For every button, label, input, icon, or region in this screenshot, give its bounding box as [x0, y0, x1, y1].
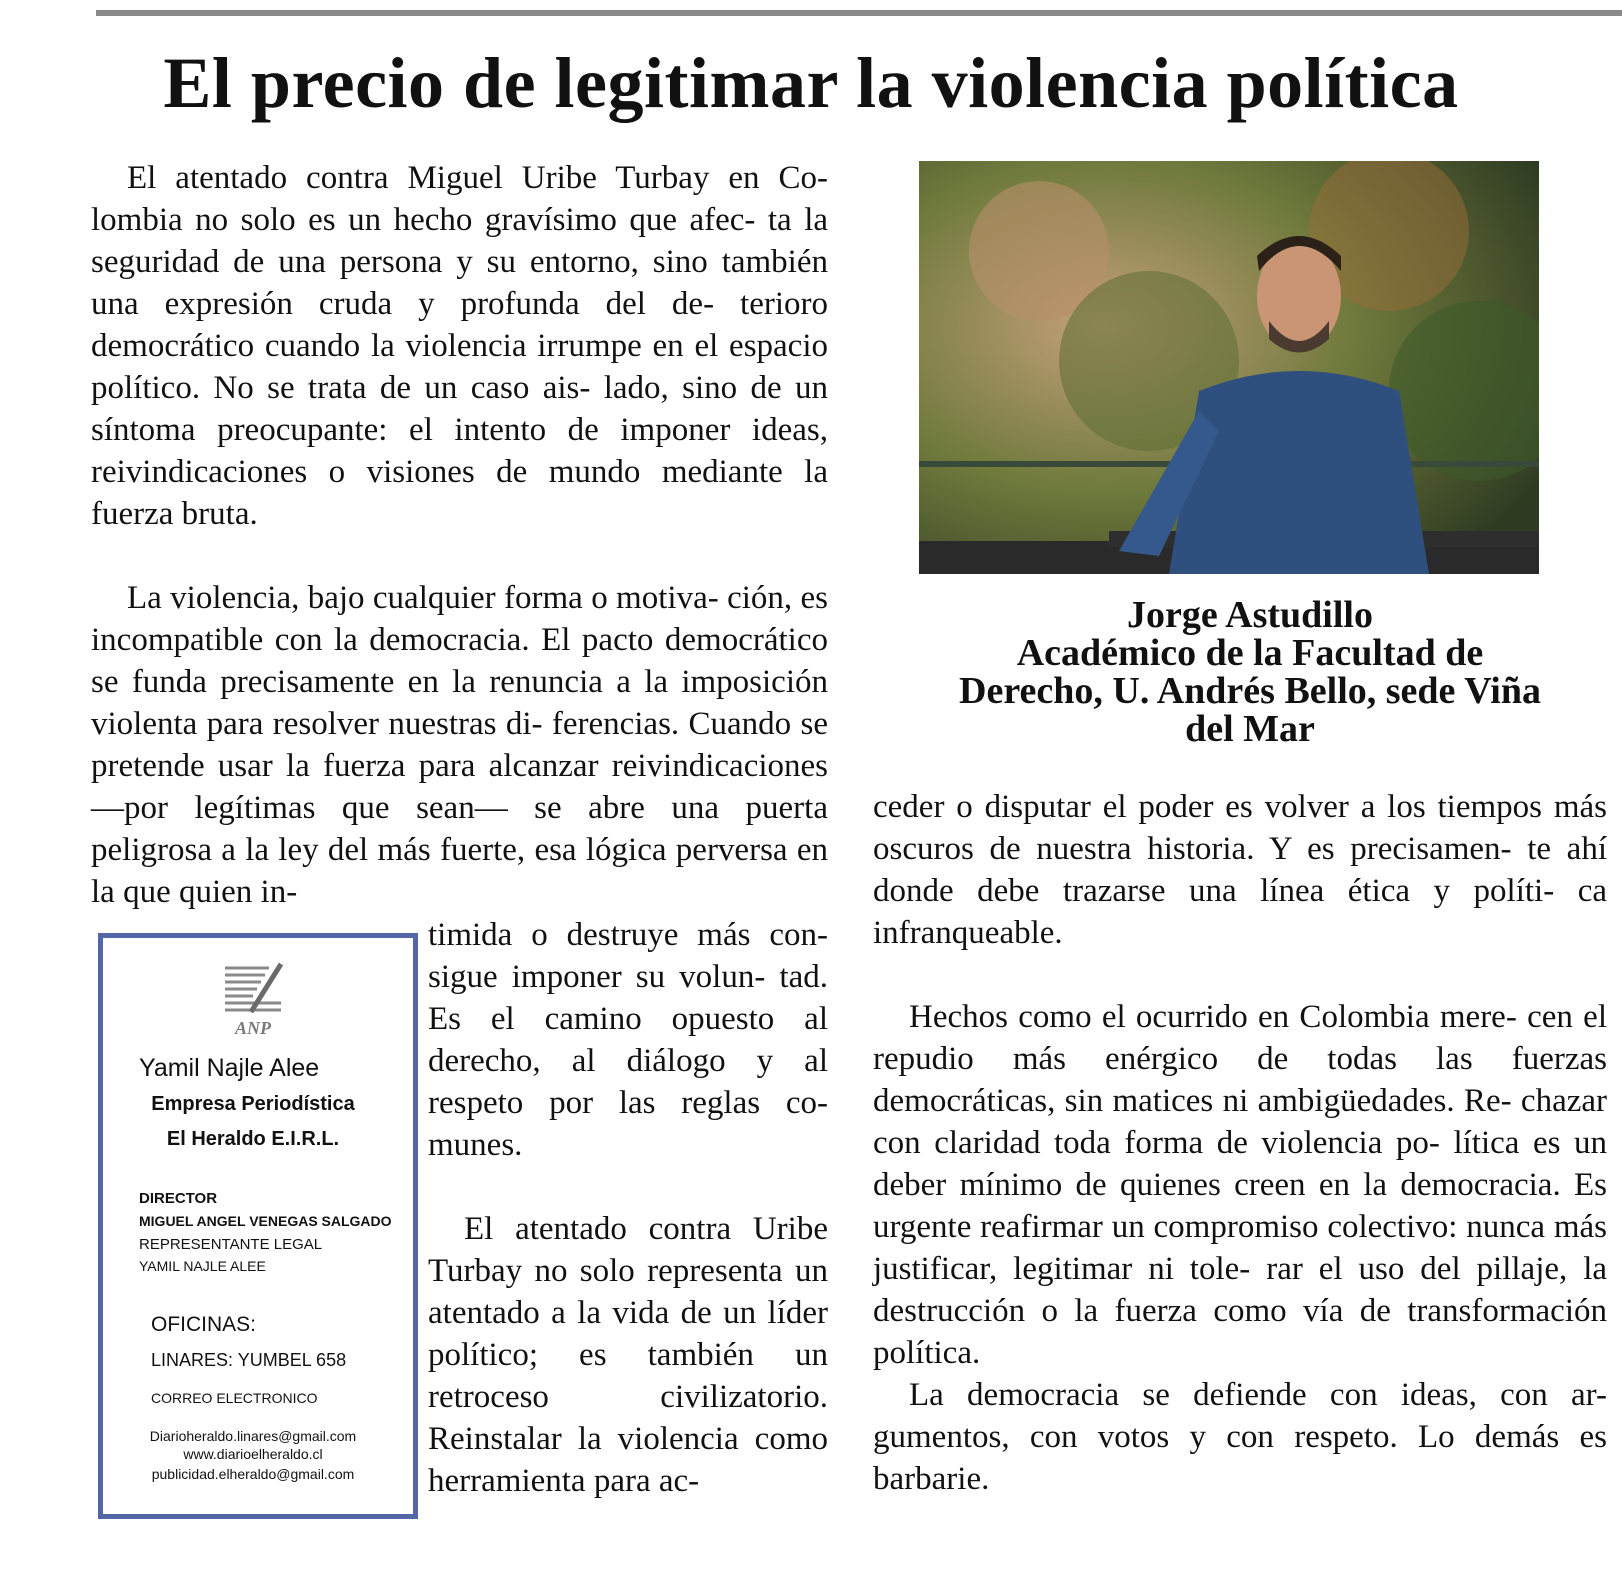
text-line: colectivo: nunca más justificar, legitimar ni tole- — [873, 1209, 1607, 1287]
text-line: como herramienta para ac- — [428, 1421, 828, 1499]
paragraph-3-continued — [873, 786, 1607, 954]
text-line: rar el uso del pillaje, la destrucción o la fuerza — [873, 1251, 1608, 1329]
article-column-left — [91, 157, 828, 913]
paragraph-1 — [91, 157, 828, 535]
article-column-middle — [428, 914, 828, 1502]
masthead-company: Empresa Periodística — [151, 1093, 355, 1115]
text-line: La violencia, bajo cualquier forma o motiva- — [127, 580, 719, 616]
author-title-line: del Mar — [1185, 708, 1315, 750]
offices-address: LINARES: YUMBEL 658 — [151, 1350, 347, 1370]
author-caption — [900, 596, 1600, 748]
text-line: sean— se abre una puerta peligrosa a la ley del — [91, 790, 828, 868]
text-line: un atentado a la vida de un — [428, 1253, 828, 1331]
text-line: La democracia se defiende con ideas, con ar- — [909, 1377, 1607, 1413]
text-line: sigue imponer su volun- — [428, 959, 766, 995]
author-photo — [919, 161, 1539, 574]
text-line: ta la seguridad de una persona y su entorno, sino — [91, 202, 829, 280]
text-line: como vía de transformación política. — [873, 1293, 1607, 1371]
text-line: Turbay no solo representa — [428, 1253, 783, 1289]
author-title-line: Derecho, U. Andrés Bello, sede Viña — [959, 670, 1541, 712]
text-line: gumentos, con votos y con respeto. Lo demás es — [873, 1419, 1607, 1455]
top-rule — [96, 10, 1622, 16]
text-line: chazar con claridad toda forma de violencia po- — [873, 1083, 1607, 1161]
text-line: a la imposición violenta para resolver nuestras di- — [91, 664, 828, 742]
text-line: timida o destruye más con- — [428, 917, 828, 953]
text-line: ción, es incompatible con la democracia. El pacto — [91, 580, 828, 658]
paragraph-5 — [873, 1374, 1607, 1500]
legal-rep-label: REPRESENTANTE LEGAL — [139, 1236, 323, 1253]
paragraph-2-continued — [428, 914, 828, 1166]
text-line: también una expresión cruda y profunda del de- — [91, 244, 829, 322]
text-line: terioro democrático cuando la violencia irrumpe — [91, 286, 828, 364]
text-line: líder político; es también — [428, 1295, 829, 1373]
text-line: en el espacio político. No se trata de un caso ais- — [91, 328, 828, 406]
director-label: DIRECTOR — [139, 1190, 218, 1207]
text-line: lítica es un deber mínimo de quienes creen en la — [873, 1125, 1607, 1203]
text-line: munes. — [428, 1127, 523, 1163]
ads-email-link[interactable]: publicidad.elheraldo@gmail.com — [151, 1466, 355, 1482]
text-line: tad. Es el camino opuesto — [428, 959, 828, 1037]
text-line: democracia. Es urgente reafirmar un compromiso — [873, 1167, 1607, 1245]
text-line: respeto por las reglas co- — [428, 1085, 828, 1121]
masthead-owner: Yamil Najle Alee — [139, 1054, 320, 1082]
author-title-line: Académico de la Facultad de — [1016, 632, 1484, 674]
text-line: lombia no solo es un hecho gravísimo que afec- — [91, 202, 756, 238]
article-column-right — [873, 786, 1607, 1500]
text-line: más fuerte, esa lógica perversa en la que quien in- — [91, 832, 828, 910]
text-line: de imponer ideas, reivindicaciones o visiones de — [91, 412, 828, 490]
text-line: Hechos como el ocurrido en Colombia mere- — [909, 999, 1517, 1035]
paragraph-4 — [873, 996, 1607, 1374]
text-line: te ahí donde debe trazarse una línea ética y políti- — [873, 831, 1607, 909]
legal-rep-name: YAMIL NAJLE ALEE — [139, 1258, 266, 1274]
text-line: un retroceso civilizatorio. — [428, 1337, 829, 1415]
portrait-photo-icon — [919, 161, 1539, 574]
director-name: MIGUEL ANGEL VENEGAS SALGADO — [139, 1213, 392, 1229]
email-link[interactable]: Diarioheraldo.linares@gmail.com — [149, 1428, 357, 1444]
website-link[interactable]: www.diarioelheraldo.cl — [183, 1446, 323, 1462]
text-line: al derecho, al diálogo y al — [428, 1001, 828, 1079]
text-line: El atentado contra Uribe — [464, 1211, 828, 1247]
email-label: CORREO ELECTRONICO — [151, 1390, 318, 1406]
text-line: ca infranqueable. — [873, 873, 1607, 951]
text-line: El atentado contra Miguel Uribe Turbay en Co- — [127, 160, 828, 196]
text-line: ferencias. Cuando se pretende usar la fuerza para — [91, 706, 828, 784]
masthead-box — [98, 933, 418, 1519]
anp-logo-text: ANP — [235, 1018, 271, 1038]
author-name: Jorge Astudillo — [1127, 594, 1373, 636]
text-line: cen el repudio más enérgico de todas las fuerzas — [873, 999, 1607, 1077]
text-line: democráticas, sin matices ni ambigüedades. Re- — [873, 1083, 1512, 1119]
text-line: barbarie. — [873, 1461, 990, 1497]
text-line: más oscuros de nuestra historia. Y es precisamen- — [873, 789, 1607, 867]
headline: El precio de legitimar la violencia política — [163, 43, 1459, 123]
offices-label: OFICINAS: — [151, 1313, 257, 1336]
paragraph-2 — [91, 577, 828, 913]
text-line: ceder o disputar el poder es volver a los tiempos — [873, 789, 1542, 825]
text-line: alcanzar reivindicaciones —por legítimas que — [91, 748, 828, 826]
text-line: lado, sino de un síntoma preocupante: el intento — [91, 370, 828, 448]
text-line: mundo mediante la fuerza bruta. — [91, 454, 828, 532]
paragraph-3 — [428, 1208, 828, 1502]
masthead-company-name: El Heraldo E.I.R.L. — [166, 1128, 340, 1150]
text-line: Reinstalar la violencia — [428, 1421, 739, 1457]
text-line: democrático se funda precisamente en la renuncia — [91, 622, 828, 700]
